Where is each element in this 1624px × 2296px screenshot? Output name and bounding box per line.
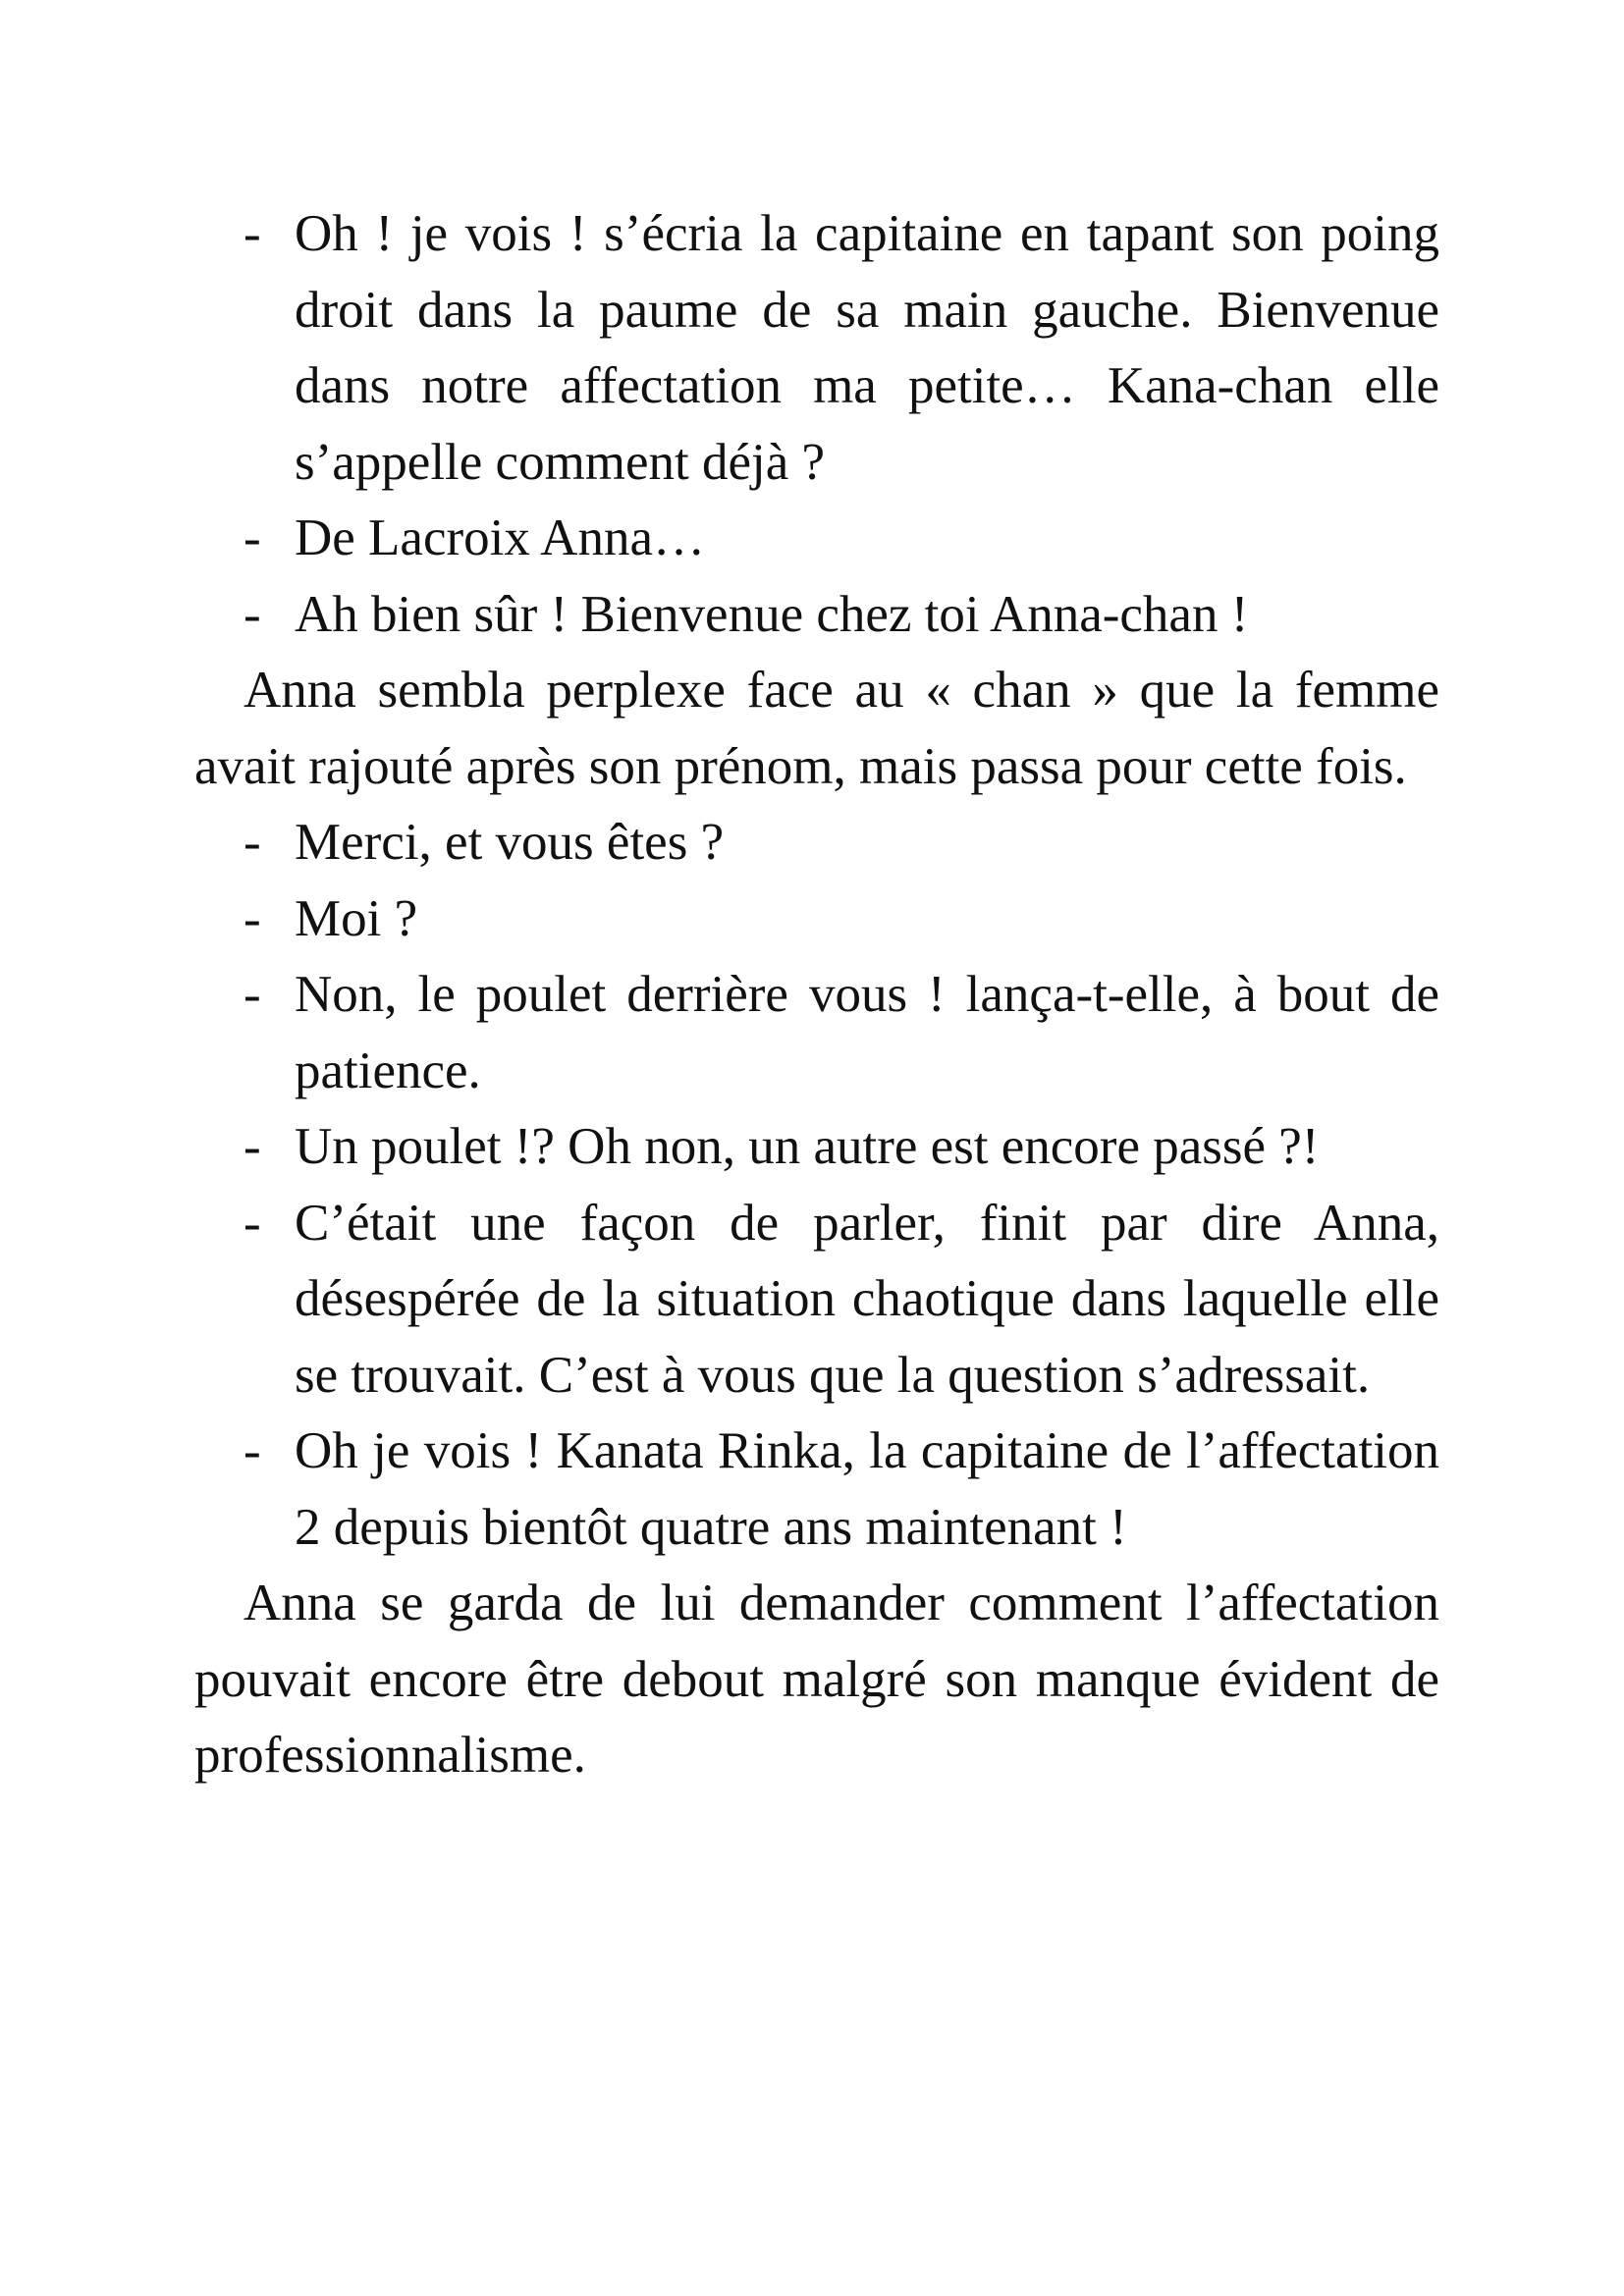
dialogue-dash: - <box>244 889 261 947</box>
page-body <box>194 196 1439 1794</box>
dialogue-dash: - <box>244 205 261 262</box>
dialogue-dash: - <box>244 814 261 871</box>
dialogue-text: Oh ! je vois ! s’écria la capitaine en tapant son poing droit dans la paume de sa main gauche. Bienvenue dans notre affectation ma petite… Kana-chan elle s’appelle comment déjà ? <box>295 205 1439 491</box>
dialogue-dash: - <box>244 1118 261 1175</box>
dialogue-dash: - <box>244 1194 261 1252</box>
dialogue-text: Oh je vois ! Kanata Rinka, la capitaine de l’affectation 2 depuis bientôt quatre ans maintenant ! <box>295 1422 1439 1556</box>
dialogue-dash: - <box>244 1422 261 1479</box>
dialogue-text: De Lacroix Anna… <box>295 509 705 566</box>
dialogue-line <box>194 881 1439 958</box>
dialogue-text: Un poulet !? Oh non, un autre est encore passé ?! <box>295 1118 1320 1175</box>
dialogue-line <box>194 1414 1439 1566</box>
dialogue-dash: - <box>244 585 261 643</box>
dialogue-line <box>194 1109 1439 1186</box>
dialogue-dash: - <box>244 509 261 566</box>
dialogue-text: Moi ? <box>295 889 418 947</box>
dialogue-line <box>194 196 1439 501</box>
dialogue-line <box>194 577 1439 654</box>
dialogue-text: Ah bien sûr ! Bienvenue chez toi Anna-chan ! <box>295 585 1249 643</box>
dialogue-line <box>194 957 1439 1109</box>
narrative-paragraph: Anna sembla perplexe face au « chan » que la femme avait rajouté après son prénom, mais passa pour cette fois. <box>194 662 1439 795</box>
dialogue-dash: - <box>244 966 261 1023</box>
dialogue-line <box>194 501 1439 577</box>
dialogue-line <box>194 805 1439 881</box>
dialogue-text: Merci, et vous êtes ? <box>295 814 725 871</box>
dialogue-line <box>194 1186 1439 1415</box>
narrative-paragraph: Anna se garda de lui demander comment l’affectation pouvait encore être debout malgré son manque évident de professionnalisme. <box>194 1575 1439 1784</box>
dialogue-text: C’était une façon de parler, finit par dire Anna, désespérée de la situation chaotique dans laquelle elle se trouvait. C’est à vous que la question s’adressait. <box>295 1194 1439 1404</box>
dialogue-text: Non, le poulet derrière vous ! lança-t-elle, à bout de patience. <box>295 966 1439 1099</box>
